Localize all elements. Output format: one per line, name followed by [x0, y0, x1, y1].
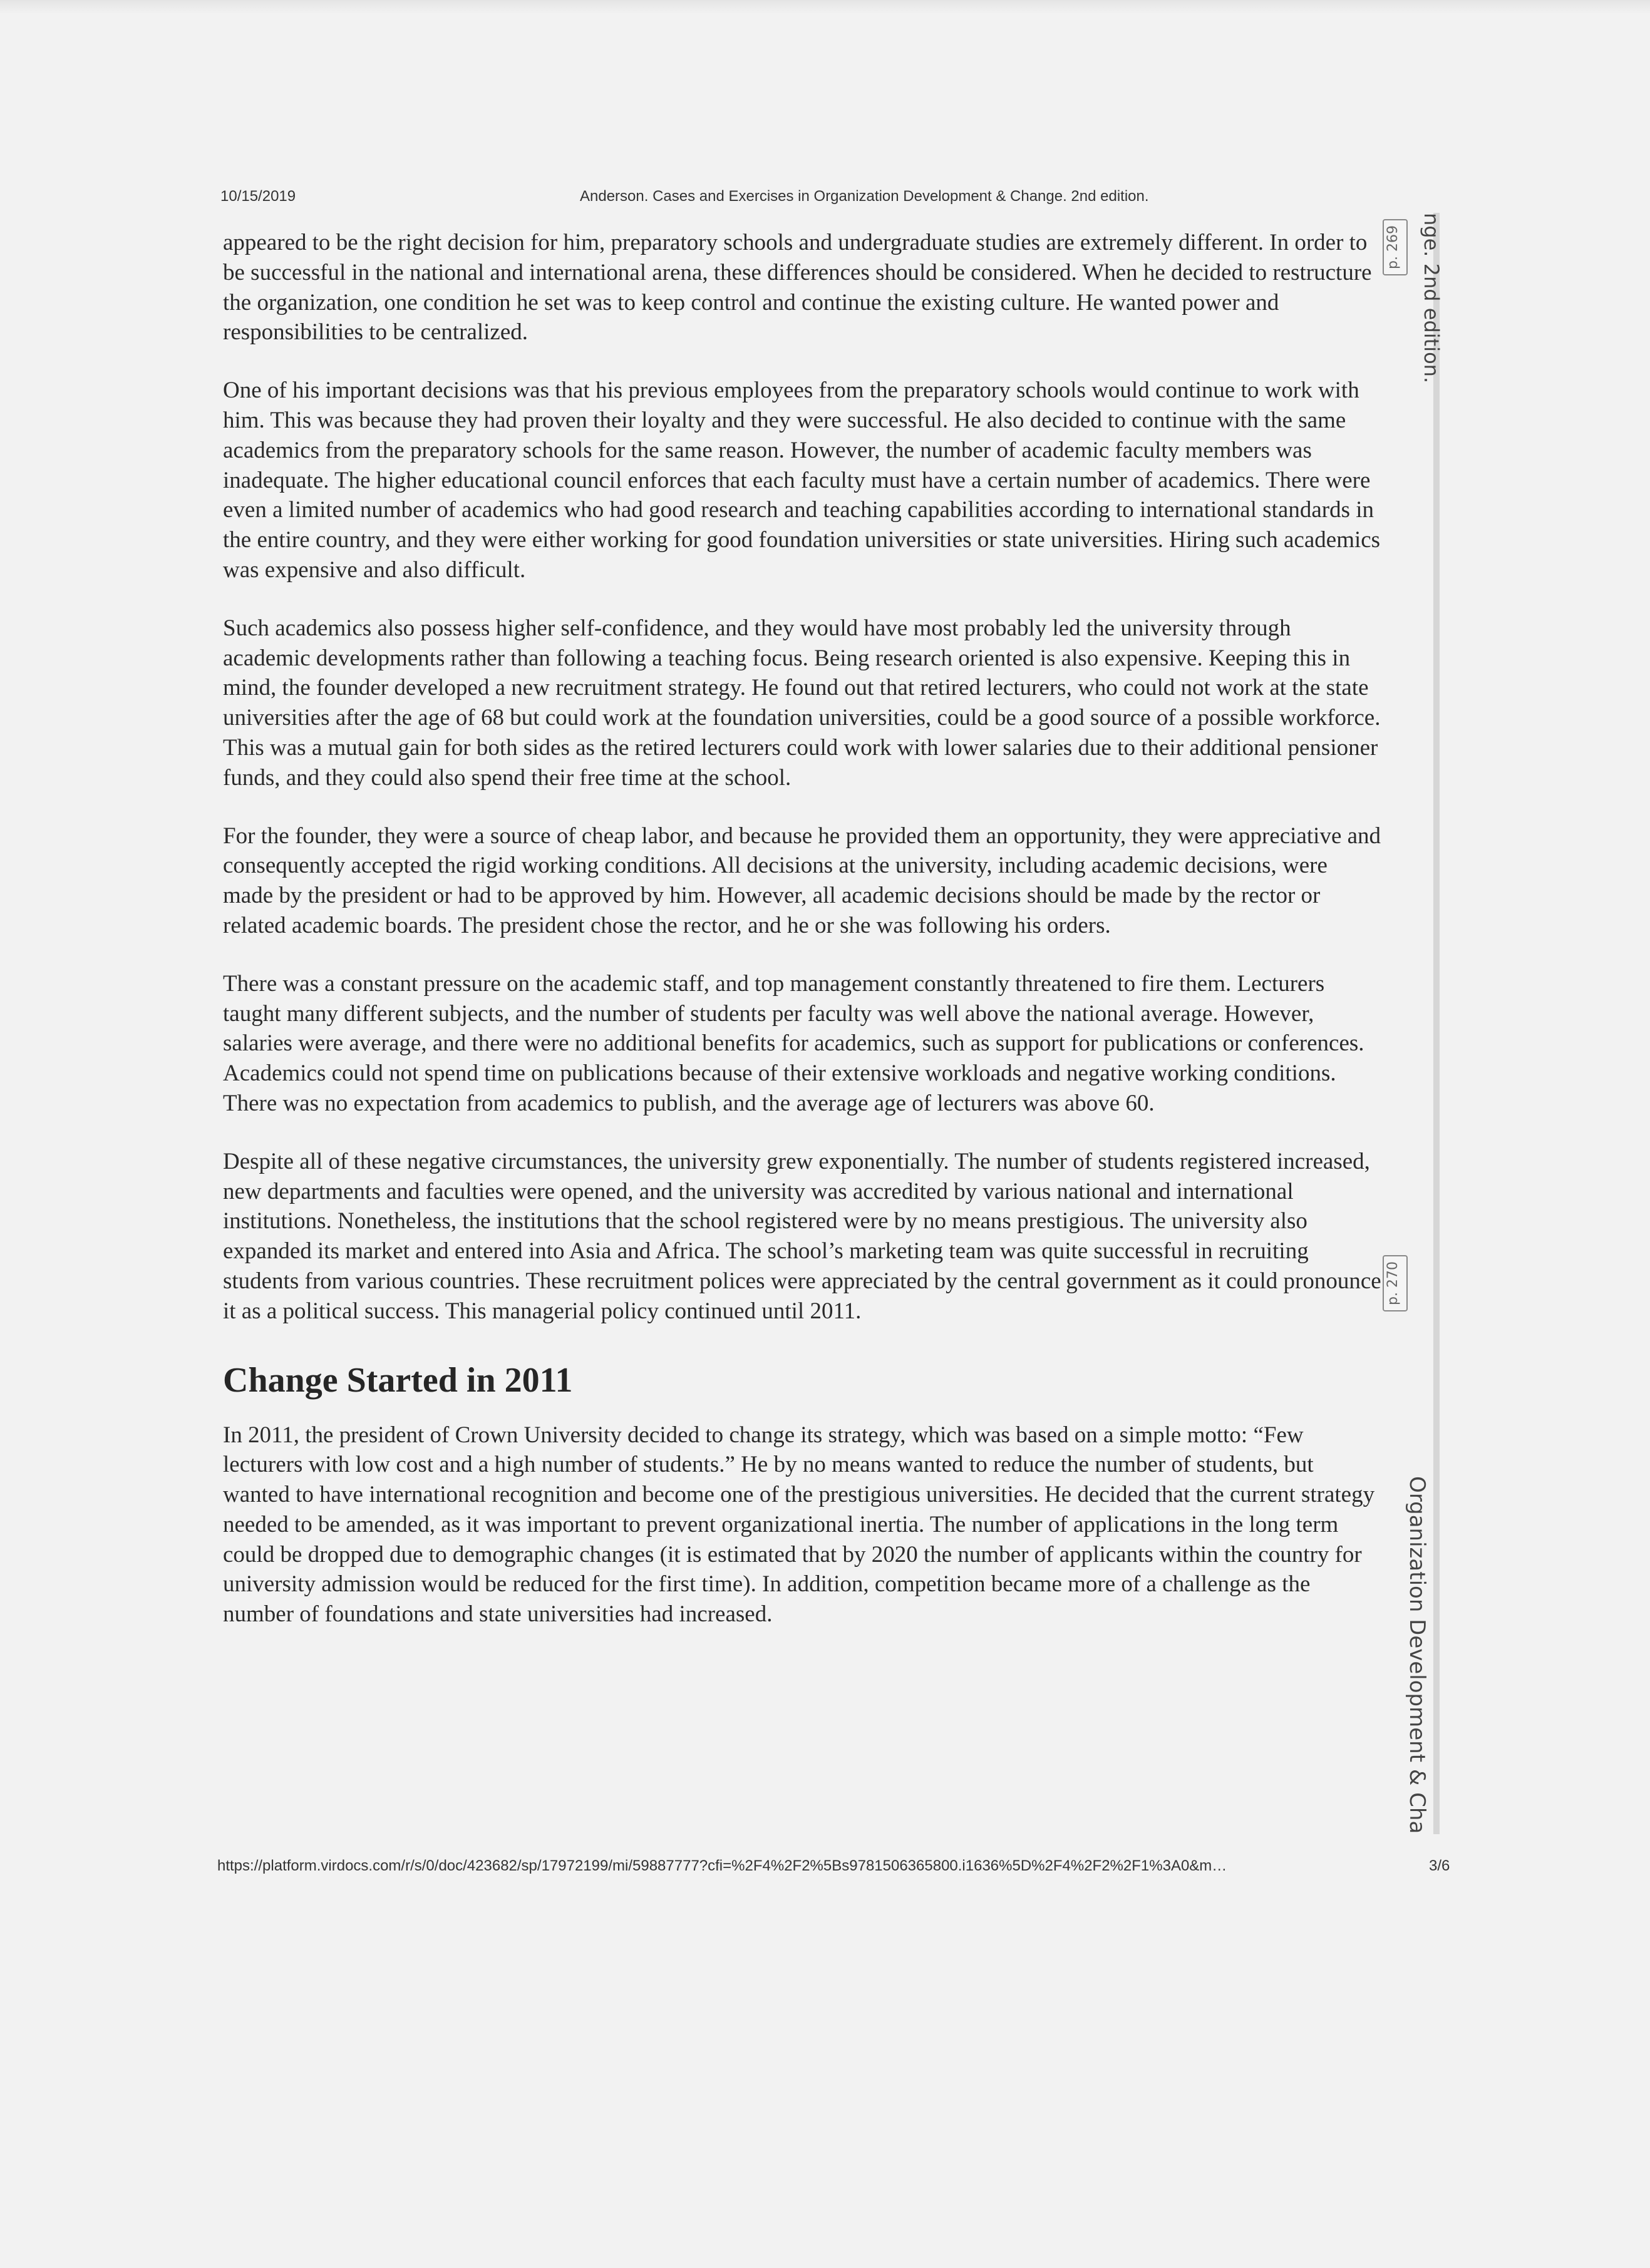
document-body [223, 228, 1381, 1658]
header-title: Anderson. Cases and Exercises in Organization Development & Change. 2nd edition. [580, 188, 1149, 205]
header-date: 10/15/2019 [220, 188, 296, 205]
margin-running-title-top: nge. 2nd edition. [1420, 213, 1443, 384]
footer-page-number: 3/6 [1429, 1857, 1450, 1874]
section-heading: Change Started in 2011 [223, 1360, 573, 1400]
margin-scrollbar [1433, 213, 1440, 1834]
margin-running-title-bottom: Organization Development & Cha [1405, 1476, 1430, 1834]
paragraph-2: One of his important decisions was that his previous employees from the preparatory schools would continue to work with him. This was because they had proven their loyalty and they were successful. He also decided to continue with the same academics from the preparatory schools for the same reason. However, the number of academic faculty members was inadequate. The higher educational council enforces that each faculty must have a certain number of academics. There were even a limited number of academics who had good research and teaching capabilities according to international standards in the entire country, and they were either working for good foundation universities or state universities. Hiring such academics was expensive and also difficult. [223, 377, 1381, 583]
paragraph-6: Despite all of these negative circumstances, the university grew exponentially. The number of students registered increased, new departments and faculties were opened, and the university was accredited by various national and international institutions. Nonetheless, the institutions that the school registered were by no means prestigious. The university also expanded its market and entered into Asia and Africa. The school’s marketing team was quite successful in recruiting students from various countries. These recruitment polices were appreciated by the central government as it could pronounce it as a political success. This managerial policy continued until 2011. [223, 1148, 1381, 1324]
paragraph-1: appeared to be the right decision for him, preparatory schools and undergraduate studies are extremely different. In order to be successful in the national and international arena, these differences should be considered. When he decided to restructure the organization, one condition he set was to keep control and continue the existing culture. He wanted power and responsibilities to be centralized. [223, 230, 1372, 346]
paragraph-3: Such academics also possess higher self-confidence, and they would have most probably led the university through academic developments rather than following a teaching focus. Being research oriented is also expensive. Keeping this in mind, the founder developed a new recruitment strategy. He found out that retired lecturers, who could not work at the state universities after the age of 68 but could work at the foundation universities, could be a good source of a possible workforce. This was a mutual gain for both sides as the retired lecturers could work with lower salaries due to their additional pensioner funds, and they could also spend their free time at the school. [223, 615, 1381, 791]
paragraph-4: For the founder, they were a source of cheap labor, and because he provided them an opportunity, they were appreciative and consequently accepted the rigid working conditions. All decisions at the university, including academic decisions, were made by the president or had to be approved by him. However, all academic decisions should be made by the rector or related academic boards. The president chose the rector, and he or she was following his orders. [223, 823, 1381, 938]
page-marker-269: p. 269 [1383, 219, 1408, 275]
footer-url: https://platform.virdocs.com/r/s/0/doc/423682/sp/17972199/mi/59887777?cfi=%2F4%2F2%5Bs9781506365800.i1636%5D%2F4%2F2%2F1%3A0&m… [217, 1857, 1227, 1874]
page-marker-270: p. 270 [1383, 1255, 1408, 1311]
paragraph-5: There was a constant pressure on the academic staff, and top management constantly threatened to fire them. Lecturers taught many different subjects, and the number of students per faculty was well above the national average. However, salaries were average, and there were no additional benefits for academics, such as support for publications or conferences. Academics could not spend time on publications because of their extensive workloads and negative working conditions. There was no expectation from academics to publish, and the average age of lecturers was above 60. [223, 970, 1364, 1116]
section-paragraph: In 2011, the president of Crown University decided to change its strategy, which was based on a simple motto: “Few lecturers with low cost and a high number of students.” He by no means wanted to reduce the number of students, but wanted to have international recognition and become one of the prestigious universities. He decided that the current strategy needed to be amended, as it was important to prevent organizational inertia. The number of applications in the long term could be dropped due to demographic changes (it is estimated that by 2020 the number of applicants within the country for university admission would be reduced for the first time). In addition, competition became more of a challenge as the number of foundations and state universities had increased. [223, 1422, 1375, 1628]
scan-edge [0, 0, 1650, 14]
